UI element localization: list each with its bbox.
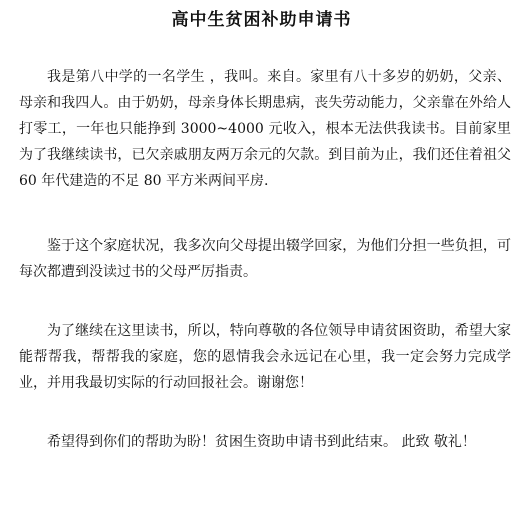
paragraph-dropout-request: 鉴于这个家庭状况，我多次向父母提出辍学回家，为他们分担一些负担，可每次都遭到没读过书的父母严厉指责。 [19,238,511,280]
paragraph-aid-application: 为了继续在这里读书，所以，特向尊敬的各位领导申请贫困资助，希望大家能帮帮我，帮帮我的家庭，您的恩情我会永远记在心里，我一定会努力完成学业，并用我最切实际的行动回报社会。谢谢您！ [19,323,511,391]
paragraph-closing: 希望得到你们的帮助为盼！贫困生资助申请书到此结束。 此致 敬礼！ [47,434,476,450]
document-title: 高中生贫困补助申请书 [171,10,352,30]
paragraph-family-situation: 我是第八中学的一名学生 ，我叫。来自。家里有八十多岁的奶奶，父亲、母亲和我四人。由于奶奶，母亲身体长期患病，丧失劳动能力，父亲靠在外给人打零工，一年也只能挣到 3000~4000 元收入，根本无法供我读书。目前家里为了我继续读书，已欠亲戚朋友两万余元的欠款。到目前为止，我们还住着祖父 60 年代建造的不足 80 平方米两间平房. [19,69,511,189]
